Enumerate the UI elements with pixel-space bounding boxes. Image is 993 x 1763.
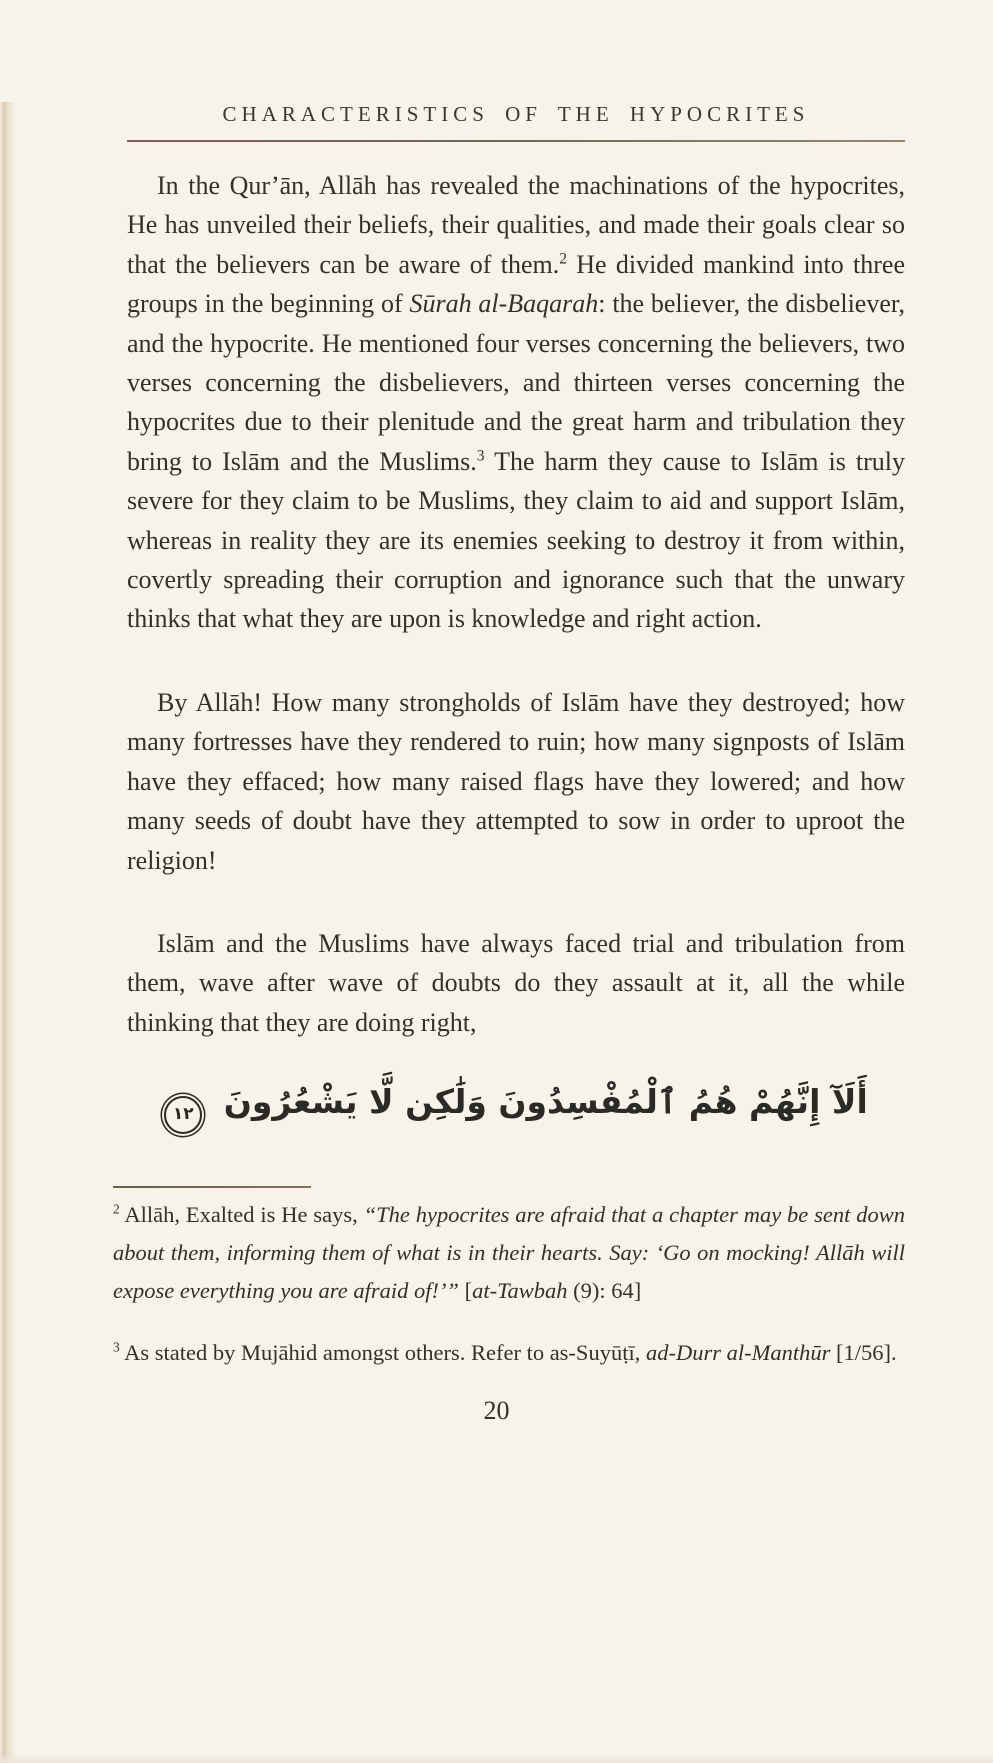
page-content [0, 102, 993, 1426]
quran-verse [127, 1076, 905, 1134]
quran-verse-text: أَلَآ إِنَّهُمْ هُمُ ٱلْمُفْسِدُونَ وَلَٰكِن لَّا يَشْعُرُونَ [223, 1082, 868, 1122]
page-number: 20 [483, 1395, 510, 1425]
footnotes [113, 1196, 905, 1372]
footnote-separator [113, 1186, 311, 1188]
body-paragraph-3: Islām and the Muslims have always faced trial and tribulation from them, wave after wave of doubts do they assault at it, all the while thinking that they are doing right, [127, 928, 905, 1037]
book-page [0, 102, 993, 1763]
running-header-title: CHARACTERISTICS OF THE HYPOCRITES [222, 102, 810, 126]
ayah-number: ١٢ [172, 1104, 194, 1125]
body-text [127, 166, 905, 1042]
body-paragraph-1: In the Qur’ān, Allāh has revealed the machinations of the hypocrites, He has unveiled their beliefs, their qualities, and made their goals clear so that the believers can be aware of them.$^2$ He divided mankind into three groups in the beginning of Sūrah al-Baqarah: the believer, the disbeliever, and the hypocrite. He mentioned four verses concerning the believers, two verses concerning the disbelievers, and thirteen verses concerning the hypocrites due to their plenitude and the great harm and tribulation they bring to Islām and the Muslims.$^3$ The harm they cause to Islām is truly severe for they claim to be Muslims, they claim to aid and support Islām, whereas in reality they are its enemies seeking to destroy it from within, covertly spreading their corruption and ignorance such that the unwary thinks that what they are upon is knowledge and right action. [127, 171, 906, 634]
header-rule [127, 140, 905, 142]
page-bottom-shadow [0, 1753, 993, 1763]
body-paragraph-2: By Allāh! How many strongholds of Islām have they destroyed; how many fortresses have they rendered to ruin; how many signposts of Islām have they effaced; how many raised flags have they lowered; and how many seeds of doubt have they attempted to sow in order to uproot the religion! [127, 687, 905, 875]
footnote-3: $^3$ As stated by Mujāhid amongst others. Refer to as-Suyūṭī, ad-Durr al-Manthūr [1/56]. [113, 1339, 897, 1365]
footnote-2: $^2$ Allāh, Exalted is He says, “The hypocrites are afraid that a chapter may be sent down about them, informing them of what is in their hearts. Say: ‘Go on mocking! Allāh will expose everything you are afraid of!’” [at-Tawbah (9): 64] [113, 1201, 905, 1303]
ayah-end-marker [164, 1096, 202, 1134]
